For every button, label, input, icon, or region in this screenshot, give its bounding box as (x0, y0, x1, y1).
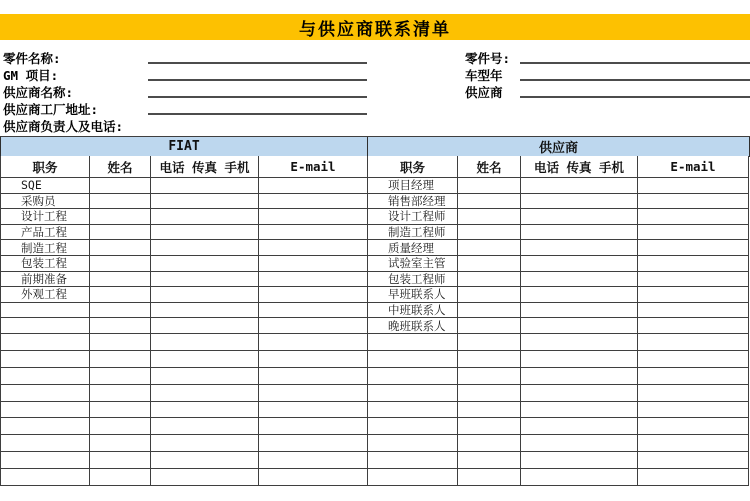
data-entry-cell[interactable] (151, 272, 259, 288)
data-entry-cell[interactable] (0, 385, 90, 402)
data-entry-cell[interactable] (259, 435, 368, 452)
model-year-input-line[interactable] (520, 79, 750, 81)
table-row (0, 351, 750, 368)
role-label: 设计工程 (21, 209, 67, 224)
data-entry-cell[interactable] (259, 272, 368, 288)
contact-table (0, 136, 750, 486)
supplier-contact-phone-label: 供应商负责人及电话: (3, 119, 124, 134)
data-entry-cell[interactable] (259, 209, 368, 225)
data-entry-cell[interactable] (90, 452, 151, 469)
fiat-role-cell (0, 178, 90, 194)
data-entry-cell[interactable] (90, 418, 151, 435)
role-label: 早班联系人 (388, 287, 446, 302)
data-entry-cell[interactable] (638, 351, 749, 368)
data-entry-cell[interactable] (259, 418, 368, 435)
data-entry-cell[interactable] (0, 435, 90, 452)
data-entry-cell[interactable] (458, 225, 521, 241)
column-header-email-fiat: E-mail (259, 156, 368, 178)
data-entry-cell[interactable] (90, 318, 151, 334)
field-supplier (465, 82, 750, 99)
role-label: 前期准备 (21, 271, 67, 286)
role-label: 制造工程师 (388, 225, 446, 240)
data-entry-cell[interactable] (458, 368, 521, 385)
data-entry-cell[interactable] (259, 303, 368, 319)
table-row (0, 402, 750, 419)
table-row (0, 272, 750, 288)
data-entry-cell[interactable] (90, 435, 151, 452)
data-entry-cell[interactable] (521, 368, 638, 385)
data-entry-cell[interactable] (151, 402, 259, 419)
data-entry-cell[interactable] (151, 178, 259, 194)
column-header-email-supplier: E-mail (638, 156, 749, 178)
role-label: SQE (21, 178, 42, 193)
data-entry-cell[interactable] (259, 351, 368, 368)
part-number-label: 零件号: (465, 51, 511, 66)
table-row (0, 256, 750, 272)
table-row (0, 209, 750, 225)
data-entry-cell[interactable] (368, 418, 458, 435)
supplier-role-cell (368, 178, 458, 194)
table-row (0, 452, 750, 469)
supplier-role-cell (368, 272, 458, 288)
title-bar (0, 14, 750, 40)
data-entry-cell[interactable] (638, 209, 749, 225)
data-entry-cell[interactable] (638, 256, 749, 272)
table-row (0, 318, 750, 334)
data-entry-cell[interactable] (458, 240, 521, 256)
supplier-label: 供应商 (465, 85, 503, 100)
field-part-name (3, 48, 367, 65)
data-entry-cell[interactable] (521, 178, 638, 194)
data-entry-cell[interactable] (0, 334, 90, 351)
role-label: 中班联系人 (388, 303, 446, 318)
data-entry-cell[interactable] (638, 435, 749, 452)
model-year-label: 车型年 (465, 68, 503, 83)
data-entry-cell[interactable] (259, 256, 368, 272)
data-entry-cell[interactable] (521, 240, 638, 256)
data-entry-cell[interactable] (151, 209, 259, 225)
data-entry-cell[interactable] (151, 368, 259, 385)
data-entry-cell[interactable] (638, 287, 749, 303)
supplier-role-cell (368, 318, 458, 334)
data-entry-cell[interactable] (458, 402, 521, 419)
data-entry-cell[interactable] (458, 435, 521, 452)
data-entry-cell[interactable] (521, 256, 638, 272)
supplier-input-line[interactable] (520, 96, 750, 98)
data-entry-cell[interactable] (521, 318, 638, 334)
data-entry-cell[interactable] (458, 194, 521, 210)
role-label: 包装工程师 (388, 271, 446, 286)
column-header-phone-fax-mobile-fiat: 电话 传真 手机 (151, 156, 259, 178)
data-entry-cell[interactable] (0, 402, 90, 419)
data-entry-cell[interactable] (90, 178, 151, 194)
form-left (3, 48, 367, 133)
data-entry-cell[interactable] (458, 469, 521, 486)
data-entry-cell[interactable] (151, 418, 259, 435)
data-entry-cell[interactable] (368, 385, 458, 402)
role-label: 包装工程 (21, 256, 67, 271)
role-label: 设计工程师 (388, 209, 446, 224)
data-entry-cell[interactable] (151, 194, 259, 210)
field-supplier-name (3, 82, 367, 99)
data-entry-cell[interactable] (458, 256, 521, 272)
table-body (0, 178, 750, 486)
role-label: 制造工程 (21, 240, 67, 255)
data-entry-cell[interactable] (458, 452, 521, 469)
data-entry-cell[interactable] (259, 334, 368, 351)
data-entry-cell[interactable] (90, 402, 151, 419)
data-entry-cell[interactable] (638, 194, 749, 210)
part-number-input-line[interactable] (520, 62, 750, 64)
supplier-role-cell (368, 225, 458, 241)
fiat-role-cell (0, 194, 90, 210)
data-entry-cell[interactable] (458, 178, 521, 194)
supplier-role-cell (368, 194, 458, 210)
data-entry-cell[interactable] (368, 334, 458, 351)
field-part-number (465, 48, 750, 65)
supplier-role-cell (368, 240, 458, 256)
supplier-name-label: 供应商名称: (3, 85, 74, 100)
part-name-input-line[interactable] (148, 62, 367, 64)
data-entry-cell[interactable] (259, 402, 368, 419)
data-entry-cell[interactable] (151, 318, 259, 334)
table-row (0, 240, 750, 256)
data-entry-cell[interactable] (458, 318, 521, 334)
data-entry-cell[interactable] (90, 194, 151, 210)
table-row (0, 194, 750, 210)
data-entry-cell[interactable] (368, 351, 458, 368)
data-entry-cell[interactable] (0, 368, 90, 385)
data-entry-cell[interactable] (638, 225, 749, 241)
gm-project-label: GM 项目: (3, 68, 59, 83)
data-entry-cell[interactable] (368, 469, 458, 486)
data-entry-cell[interactable] (458, 303, 521, 319)
data-entry-cell[interactable] (259, 178, 368, 194)
data-entry-cell[interactable] (90, 272, 151, 288)
data-entry-cell[interactable] (0, 303, 90, 319)
data-entry-cell[interactable] (90, 240, 151, 256)
data-entry-cell[interactable] (259, 194, 368, 210)
table-row (0, 385, 750, 402)
data-entry-cell[interactable] (259, 318, 368, 334)
data-entry-cell[interactable] (521, 194, 638, 210)
table-row (0, 225, 750, 241)
data-entry-cell[interactable] (521, 272, 638, 288)
page-title: 与供应商联系清单 (299, 19, 451, 40)
data-entry-cell[interactable] (368, 435, 458, 452)
data-entry-cell[interactable] (90, 351, 151, 368)
supplier-factory-address-input-line[interactable] (148, 113, 367, 115)
data-entry-cell[interactable] (638, 418, 749, 435)
data-entry-cell[interactable] (521, 209, 638, 225)
table-group-band (0, 137, 750, 156)
fiat-role-cell (0, 225, 90, 241)
data-entry-cell[interactable] (638, 452, 749, 469)
data-entry-cell[interactable] (259, 287, 368, 303)
table-row (0, 469, 750, 486)
data-entry-cell[interactable] (638, 334, 749, 351)
role-label: 产品工程 (21, 225, 67, 240)
data-entry-cell[interactable] (638, 272, 749, 288)
data-entry-cell[interactable] (521, 452, 638, 469)
fiat-role-cell (0, 256, 90, 272)
data-entry-cell[interactable] (638, 402, 749, 419)
data-entry-cell[interactable] (458, 385, 521, 402)
field-supplier-contact-phone (3, 116, 367, 133)
gm-project-input-line[interactable] (148, 79, 367, 81)
group-header-supplier: 供应商 (368, 137, 750, 157)
data-entry-cell[interactable] (638, 385, 749, 402)
table-row (0, 334, 750, 351)
role-label: 外观工程 (21, 287, 67, 302)
data-entry-cell[interactable] (458, 272, 521, 288)
data-entry-cell[interactable] (368, 452, 458, 469)
data-entry-cell[interactable] (90, 225, 151, 241)
field-gm-project (3, 65, 367, 82)
data-entry-cell[interactable] (151, 225, 259, 241)
data-entry-cell[interactable] (0, 351, 90, 368)
field-supplier-factory-address (3, 99, 367, 116)
data-entry-cell[interactable] (638, 368, 749, 385)
data-entry-cell[interactable] (151, 385, 259, 402)
fiat-role-cell (0, 209, 90, 225)
data-entry-cell[interactable] (458, 351, 521, 368)
data-entry-cell[interactable] (259, 469, 368, 486)
data-entry-cell[interactable] (458, 334, 521, 351)
role-label: 采购员 (21, 193, 56, 208)
supplier-name-input-line[interactable] (148, 96, 367, 98)
column-header-position-fiat: 职务 (0, 156, 90, 178)
supplier-role-cell (368, 256, 458, 272)
data-entry-cell[interactable] (90, 303, 151, 319)
supplier-role-cell (368, 287, 458, 303)
data-entry-cell[interactable] (151, 469, 259, 486)
data-entry-cell[interactable] (638, 318, 749, 334)
data-entry-cell[interactable] (151, 240, 259, 256)
supplier-role-cell (368, 303, 458, 319)
data-entry-cell[interactable] (458, 287, 521, 303)
data-entry-cell[interactable] (521, 287, 638, 303)
data-entry-cell[interactable] (458, 209, 521, 225)
column-header-phone-fax-mobile-supplier: 电话 传真 手机 (521, 156, 638, 178)
table-row (0, 178, 750, 194)
data-entry-cell[interactable] (638, 240, 749, 256)
table-row (0, 368, 750, 385)
field-model-year (465, 65, 750, 82)
data-entry-cell[interactable] (259, 385, 368, 402)
data-entry-cell[interactable] (151, 287, 259, 303)
data-entry-cell[interactable] (638, 303, 749, 319)
role-label: 销售部经理 (388, 193, 446, 208)
data-entry-cell[interactable] (259, 240, 368, 256)
data-entry-cell[interactable] (151, 256, 259, 272)
data-entry-cell[interactable] (259, 368, 368, 385)
role-label: 晚班联系人 (388, 318, 446, 333)
table-row (0, 287, 750, 303)
data-entry-cell[interactable] (0, 318, 90, 334)
data-entry-cell[interactable] (259, 225, 368, 241)
data-entry-cell[interactable] (151, 435, 259, 452)
role-label: 项目经理 (388, 178, 434, 193)
data-entry-cell[interactable] (521, 303, 638, 319)
data-entry-cell[interactable] (90, 256, 151, 272)
data-entry-cell[interactable] (90, 334, 151, 351)
data-entry-cell[interactable] (259, 452, 368, 469)
fiat-role-cell (0, 287, 90, 303)
data-entry-cell[interactable] (90, 385, 151, 402)
column-header-name-supplier: 姓名 (458, 156, 521, 178)
data-entry-cell[interactable] (521, 402, 638, 419)
data-entry-cell[interactable] (521, 418, 638, 435)
data-entry-cell[interactable] (90, 209, 151, 225)
supplier-factory-address-label: 供应商工厂地址: (3, 102, 99, 117)
data-entry-cell[interactable] (90, 368, 151, 385)
part-name-label: 零件名称: (3, 51, 61, 66)
data-entry-cell[interactable] (638, 178, 749, 194)
table-row (0, 303, 750, 319)
data-entry-cell[interactable] (0, 418, 90, 435)
fiat-role-cell (0, 272, 90, 288)
data-entry-cell[interactable] (90, 287, 151, 303)
data-entry-cell[interactable] (0, 452, 90, 469)
role-label: 质量经理 (388, 240, 434, 255)
table-row (0, 435, 750, 452)
fiat-role-cell (0, 240, 90, 256)
data-entry-cell[interactable] (638, 469, 749, 486)
data-entry-cell[interactable] (0, 469, 90, 486)
data-entry-cell[interactable] (368, 402, 458, 419)
data-entry-cell[interactable] (521, 225, 638, 241)
column-header-position-supplier: 职务 (368, 156, 458, 178)
table-column-headers (0, 156, 750, 178)
data-entry-cell[interactable] (521, 385, 638, 402)
data-entry-cell[interactable] (521, 435, 638, 452)
data-entry-cell[interactable] (151, 351, 259, 368)
data-entry-cell[interactable] (151, 334, 259, 351)
column-header-name-fiat: 姓名 (90, 156, 151, 178)
data-entry-cell[interactable] (151, 452, 259, 469)
supplier-role-cell (368, 209, 458, 225)
data-entry-cell[interactable] (521, 469, 638, 486)
data-entry-cell[interactable] (368, 368, 458, 385)
data-entry-cell[interactable] (521, 334, 638, 351)
data-entry-cell[interactable] (521, 351, 638, 368)
data-entry-cell[interactable] (151, 303, 259, 319)
role-label: 试验室主管 (388, 256, 446, 271)
data-entry-cell[interactable] (458, 418, 521, 435)
form-right (465, 48, 750, 99)
group-header-fiat: FIAT (0, 137, 368, 157)
table-row (0, 418, 750, 435)
data-entry-cell[interactable] (90, 469, 151, 486)
